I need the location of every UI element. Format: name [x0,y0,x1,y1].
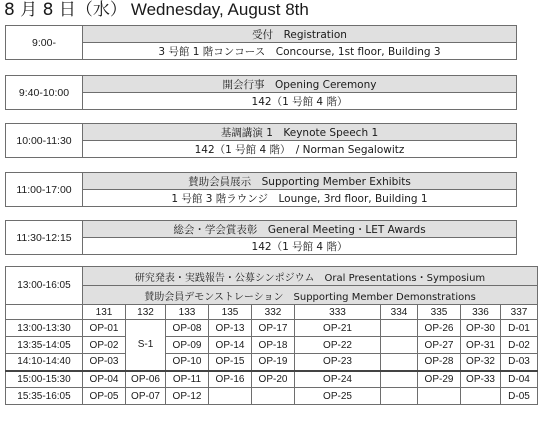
room-header: 332 [252,305,295,320]
event-block-opening-ceremony [5,75,517,110]
room-header: 133 [166,305,209,320]
session-cell: D-04 [501,371,538,388]
table-row [6,337,538,354]
session-cell: OP-16 [209,371,252,388]
session-cell [252,388,295,405]
room-header: 132 [126,305,166,320]
session-cell: OP-33 [461,371,501,388]
session-cell: OP-20 [252,371,295,388]
session-cell: OP-12 [166,388,209,405]
session-cell: OP-09 [166,337,209,354]
session-cell: OP-25 [295,388,381,405]
session-cell: OP-19 [252,354,295,371]
event-title: 総会・学会賞表彰 General Meeting・LET Awards [83,221,517,238]
session-cell: OP-29 [418,371,461,388]
room-header: 335 [418,305,461,320]
event-block-exhibits [5,172,517,207]
session-cell: OP-23 [295,354,381,371]
table-row [6,354,538,371]
event-time: 10:00-11:30 [6,124,83,158]
session-cell: OP-28 [418,354,461,371]
event-block-registration [5,25,517,60]
event-title: 開会行事 Opening Ceremony [83,76,517,93]
session-cell: OP-04 [83,371,126,388]
schedule-title-demo: 賛助会員デモンストレーション Supporting Member Demonstrations [83,286,538,305]
session-cell [461,388,501,405]
session-cell: D-01 [501,320,538,337]
table-row [6,320,538,337]
session-cell: OP-07 [126,388,166,405]
slot-time: 15:00-15:30 [6,371,83,388]
event-venue: 3 号館 1 階コンコース Concourse, 1st floor, Building 3 [83,43,517,60]
session-cell: OP-05 [83,388,126,405]
session-cell: OP-11 [166,371,209,388]
table-row [6,371,538,388]
event-title: 基調講演 1 Keynote Speech 1 [83,124,517,141]
session-cell: OP-01 [83,320,126,337]
event-time: 11:00-17:00 [6,173,83,207]
session-cell: OP-02 [83,337,126,354]
session-cell [381,337,418,354]
session-cell: OP-06 [126,371,166,388]
slot-time: 13:00-13:30 [6,320,83,337]
session-cell: OP-13 [209,320,252,337]
session-cell: D-05 [501,388,538,405]
session-cell: OP-30 [461,320,501,337]
session-cell: OP-15 [209,354,252,371]
session-cell: OP-18 [252,337,295,354]
room-header-blank [6,305,83,320]
room-header: 336 [461,305,501,320]
session-cell: OP-27 [418,337,461,354]
event-block-keynote [5,123,517,158]
session-cell [381,371,418,388]
session-cell-s1: S-1 [126,320,166,371]
event-title: 受付 Registration [83,26,517,43]
session-cell: D-03 [501,354,538,371]
event-time: 9:40-10:00 [6,76,83,110]
session-cell: OP-14 [209,337,252,354]
room-header: 333 [295,305,381,320]
session-cell: OP-24 [295,371,381,388]
session-cell [381,388,418,405]
event-time: 11:30-12:15 [6,221,83,255]
schedule-time: 13:00-16:05 [6,267,83,305]
event-venue: 1 号館 3 階ラウンジ Lounge, 3rd floor, Building 1 [83,190,517,207]
page-title-date-en: Wednesday, August 8th [130,0,309,19]
session-cell [209,388,252,405]
page-title-date-jp: 8 月 8 日（水） [4,0,127,20]
event-block-general-meeting [5,220,517,255]
event-venue: 142（1 号館 4 階） [83,93,517,110]
event-title: 賛助会員展示 Supporting Member Exhibits [83,173,517,190]
session-cell [381,354,418,371]
room-header: 135 [209,305,252,320]
room-header: 337 [501,305,538,320]
room-header: 131 [83,305,126,320]
session-cell [418,388,461,405]
session-cell: OP-08 [166,320,209,337]
session-cell: D-02 [501,337,538,354]
session-cell: OP-22 [295,337,381,354]
oral-presentations-schedule [5,266,538,405]
event-venue: 142（1 号館 4 階） [83,238,517,255]
session-cell: OP-21 [295,320,381,337]
session-cell: OP-32 [461,354,501,371]
page-title [4,0,309,20]
slot-time: 13:35-14:05 [6,337,83,354]
event-venue: 142（1 号館 4 階） / Norman Segalowitz [83,141,517,158]
slot-time: 14:10-14:40 [6,354,83,371]
schedule-title-oral: 研究発表・実践報告・公募シンポジウム Oral Presentations・Symposium [83,267,538,286]
session-cell: OP-10 [166,354,209,371]
session-cell: OP-26 [418,320,461,337]
event-time: 9:00- [6,26,83,60]
room-header-row [6,305,538,320]
slot-time: 15:35-16:05 [6,388,83,405]
session-cell [381,320,418,337]
table-row [6,388,538,405]
room-header: 334 [381,305,418,320]
session-cell: OP-17 [252,320,295,337]
session-cell: OP-03 [83,354,126,371]
session-cell: OP-31 [461,337,501,354]
